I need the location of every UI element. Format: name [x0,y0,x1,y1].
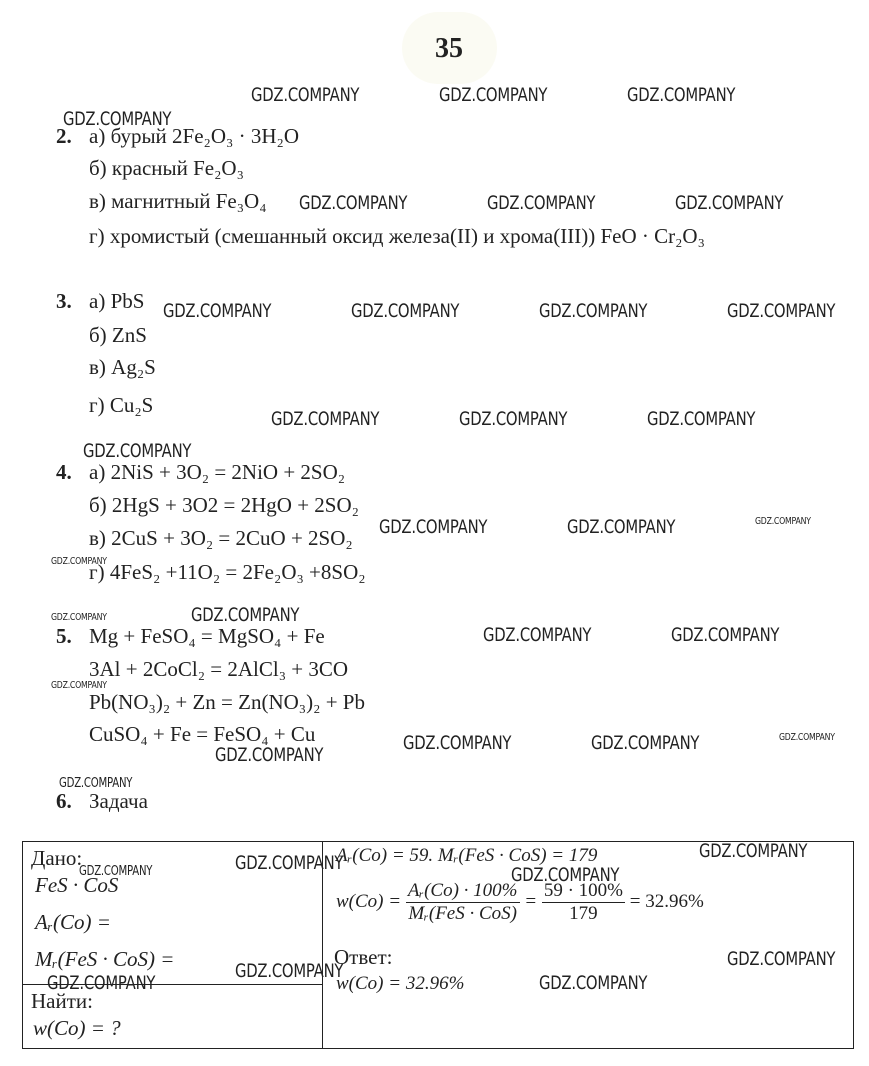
watermark: GDZ.COMPANY [539,972,648,994]
watermark: GDZ.COMPANY [627,84,736,106]
question-2-line-d: г) хромистый (смешанный оксид железа(II) и хрома(III)) FeO · Cr₂O₃ [89,224,705,248]
solution-result: = 32.96% [629,890,704,912]
question-3-line-a: а) PbS [89,289,145,313]
watermark: GDZ.COMPANY [487,192,596,214]
watermark: GDZ.COMPANY [647,408,756,430]
find-label: Найти: [31,989,93,1013]
watermark: GDZ.COMPANY [63,108,172,130]
given-atomic-mass: Aᵣ(Co) = [35,910,111,934]
watermark: GDZ.COMPANY [403,732,512,754]
question-4-line-a: а) 2NiS + 3O₂ = 2NiO + 2SO₂ [89,460,346,484]
watermark: GDZ.COMPANY [459,408,568,430]
question-3-line-c: в) Ag₂S [89,355,156,379]
given-molar-mass: Mᵣ(FeS · CoS) = [35,947,175,971]
watermark: GDZ.COMPANY [591,732,700,754]
given-label: Дано: [31,846,83,870]
question-5-line-3: Pb(NO₃)₂ + Zn = Zn(NO₃)₂ + Pb [89,690,365,714]
watermark: GDZ.COMPANY [83,440,192,462]
answer-value: w(Co) = 32.96% [336,973,465,994]
watermark: GDZ.COMPANY [699,840,808,862]
watermark: GDZ.COMPANY [163,300,272,322]
watermark: GDZ.COMPANY [59,776,133,791]
question-4-line-b: б) 2HgS + 3O2 = 2HgO + 2SO₂ [89,493,359,517]
question-2-line-a: а) бурый 2Fe₂O₃ · 3H₂O [89,124,299,148]
question-4-number: 4. [56,460,72,484]
question-5-line-1: Mg + FeSO₄ = MgSO₄ + Fe [89,624,325,648]
fraction-symbolic-numerator: Aᵣ(Co) · 100% [407,880,518,901]
question-4-line-d: г) 4FeS₂ +11O₂ = 2Fe₂O₃ +8SO₂ [89,560,366,584]
fraction-symbolic-denominator: Mᵣ(FeS · CoS) [408,903,517,924]
watermark: GDZ.COMPANY [191,604,300,626]
solution-lhs: w(Co) = [336,890,402,912]
solution-fraction-numeric [542,880,625,925]
page-number: 35 [435,33,463,64]
watermark: GDZ.COMPANY [755,516,811,527]
question-6-title: Задача [89,789,148,813]
watermark: GDZ.COMPANY [51,556,107,567]
watermark: GDZ.COMPANY [727,948,836,970]
watermark: GDZ.COMPANY [675,192,784,214]
watermark: GDZ.COMPANY [47,972,156,994]
watermark: GDZ.COMPANY [439,84,548,106]
solution-formula [336,880,704,925]
given-formula: FeS · CoS [35,873,119,897]
question-2-line-c: в) магнитный Fe₃O₄ [89,189,267,213]
fraction-numeric-denominator: 179 [569,903,598,924]
question-5-number: 5. [56,624,72,648]
watermark: GDZ.COMPANY [51,612,107,623]
question-3-line-b: б) ZnS [89,323,147,347]
question-6-number: 6. [56,789,72,813]
solution-mass-values: Aᵣ(Co) = 59. Mᵣ(FeS · CoS) = 179 [336,845,598,866]
solution-equals: = [524,890,538,912]
find-target: w(Co) = ? [33,1016,121,1040]
watermark: GDZ.COMPANY [79,864,153,879]
watermark: GDZ.COMPANY [483,624,592,646]
watermark: GDZ.COMPANY [215,744,324,766]
question-3-line-d: г) Cu₂S [89,393,154,417]
question-2-line-b: б) красный Fe₂O₃ [89,156,244,180]
watermark: GDZ.COMPANY [251,84,360,106]
question-2-number: 2. [56,124,72,148]
question-5-line-4: CuSO₄ + Fe = FeSO₄ + Cu [89,722,316,746]
watermark: GDZ.COMPANY [511,864,620,886]
watermark: GDZ.COMPANY [379,516,488,538]
answer-label: Ответ: [334,945,393,969]
watermark: GDZ.COMPANY [567,516,676,538]
watermark: GDZ.COMPANY [235,852,344,874]
fraction-numeric-numerator: 59 · 100% [543,880,623,901]
watermark: GDZ.COMPANY [539,300,648,322]
solution-fraction-symbolic [406,880,520,925]
watermark: GDZ.COMPANY [51,680,107,691]
watermark: GDZ.COMPANY [235,960,344,982]
watermark: GDZ.COMPANY [727,300,836,322]
question-5-line-2: 3Al + 2CoCl₂ = 2AlCl₃ + 3CO [89,657,349,681]
watermark: GDZ.COMPANY [671,624,780,646]
watermark: GDZ.COMPANY [299,192,408,214]
watermark: GDZ.COMPANY [351,300,460,322]
question-3-number: 3. [56,289,72,313]
watermark: GDZ.COMPANY [271,408,380,430]
question-4-line-c: в) 2CuS + 3O₂ = 2CuO + 2SO₂ [89,526,353,550]
watermark: GDZ.COMPANY [779,732,835,743]
